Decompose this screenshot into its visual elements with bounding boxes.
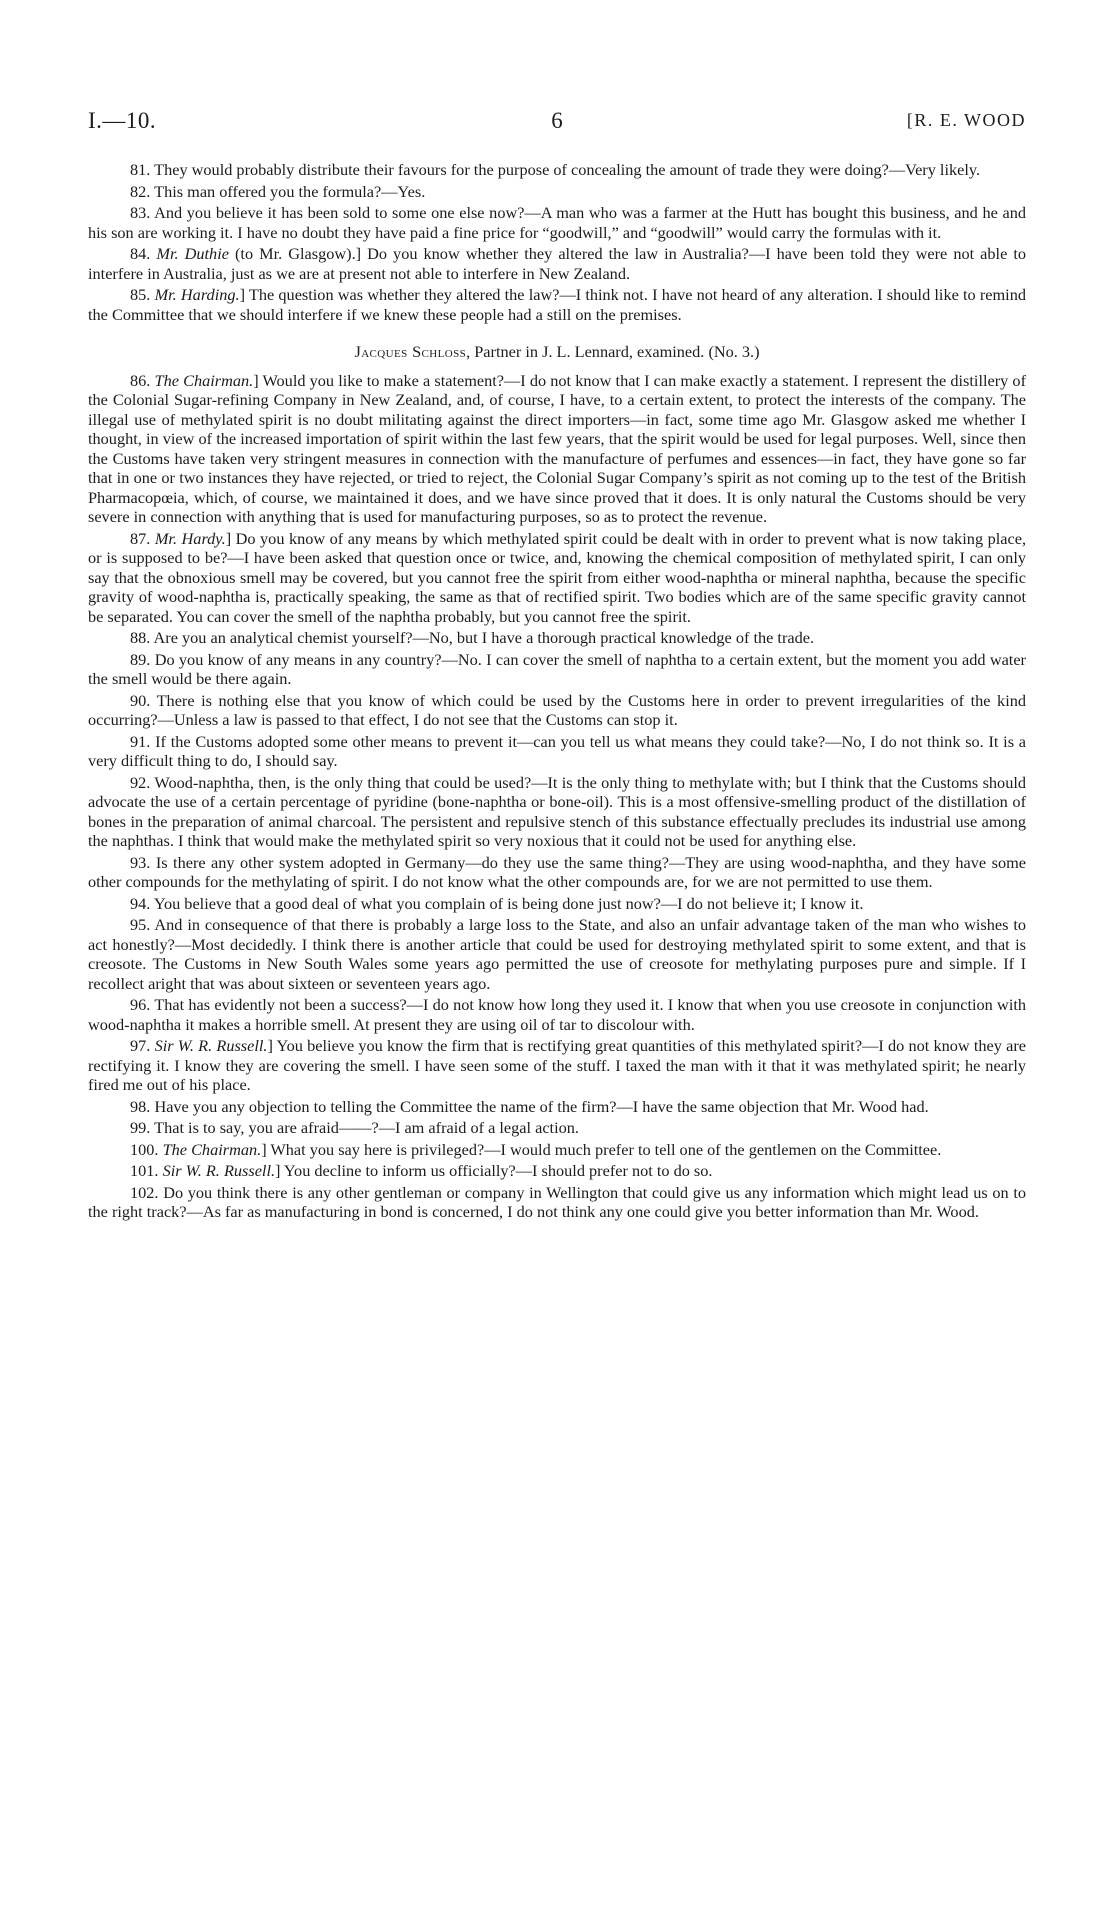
evidence-paragraph [88,995,1026,1034]
question-number: 92. [130,772,151,792]
question-number: 99. [130,1118,151,1137]
witness-name: Jacques Schloss [354,342,467,361]
question-answer-text: You believe that a good deal of what you complain of is being done just now?—I do not believe it; I know it. [153,893,864,913]
evidence-text [88,160,1026,1224]
evidence-paragraph [88,1183,1026,1222]
question-answer-text: ] You believe you know the firm that is rectifying great quantities of this methylated spirit?—I do not know they are rectifying it. I know they are covering the smell. I have seen some of the stuff. I taxed the man with it that it was methylated spirit; he nearly fired me out of his place. [88,1036,1027,1094]
document-reference: I.—10. [88,108,157,133]
speaker-name: Mr. Harding. [154,285,240,304]
speaker-name: The Chairman. [154,370,254,390]
question-answer-text: ] You decline to inform us officially?—I should prefer not to do so. [275,1161,713,1180]
speaker-name: The Chairman. [162,1139,262,1159]
question-number: 97. [130,1036,151,1055]
evidence-paragraph [88,244,1026,283]
question-answer-text: Do you know of any means in any country?—No. I can cover the smell of naphtha to a certain extent, but the moment you add water the smell would be there again. [88,649,1026,688]
question-answer-text: That is to say, you are afraid——?—I am afraid of a legal action. [154,1118,579,1137]
page-number: 6 [551,108,563,133]
evidence-paragraph [88,1036,1026,1095]
evidence-paragraph [88,529,1026,627]
question-answer-text: ] Would you like to make a statement?—I do not know that I can make exactly a statement. I represent the distillery of the Colonial Sugar-refining Company in New Zealand, and, of course, I have, to a certain extent, to protect the interests of the company. The illegal use of methylated spirit is no doubt militating against the direct importers—in fact, some time ago Mr. Glasgow asked me whether I thought, in view of the increased importation of spirit within the last few years, that the spirit would be used for legal purposes. Well, since then the Customs have taken very stringent measures in connection with the manufacture of perfumes and essences—in fact, they have gone so far that in one or two instances they have rejected, or tried to reject, the Colonial Sugar Company’s spirit as not coming up to the test of the British Pharmacopœia, which, of course, we maintained it does, and we have since proved that it does. It is only natural the Customs should be very severe in connection with anything that is used for manufacturing purposes, so as to protect the revenue. [88,370,1026,526]
question-answer-text: And in consequence of that there is probably a large loss to the State, and also an unfair advantage taken of the man who wishes to act honestly?—Most decidedly. I think there is another article that could be used for destroying methylated spirit to some extent, and that is creosote. The Customs in New South Wales some years ago permitted the use of creosote for methylating purposes pure and simple. If I recollect aright that was about sixteen or seventeen years ago. [88,915,1026,993]
question-answer-text: Have you any objection to telling the Committee the name of the firm?—I have the same objection that Mr. Wood had. [154,1096,929,1116]
question-answer-text: That has evidently not been a success?—I do not know how long they used it. I know that when you use creosote in conjunction with wood-naphtha it makes a horrible smell. At present they are using oil of tar to discolour with. [88,995,1027,1034]
question-answer-text: If the Customs adopted some other means to prevent it—can you tell us what means they could take?—No, I do not think so. It is a very difficult thing to do, I should say. [88,731,1026,770]
evidence-paragraph [88,773,1026,851]
question-number: 89. [130,649,151,669]
question-number: 83. [130,203,151,222]
evidence-paragraph [88,1140,1026,1160]
evidence-paragraph [88,160,1026,180]
question-answer-text: ] What you say here is privileged?—I would much prefer to tell one of the gentlemen on the Committee. [261,1139,942,1159]
question-answer-text: Wood-naphtha, then, is the only thing that could be used?—It is the only thing to methylate with; but I think that the Customs should advocate the use of a certain percentage of pyridine (bone-naphtha or bone-oil). This is a most offensive-smelling product of the distillation of bones in the preparation of animal charcoal. The persistent and repulsive stench of this substance effectually precludes its industrial use among the naphthas. I think that would make the methylated spirit so very noxious that it could not be used for anything else. [88,772,1027,850]
question-answer-text: Are you an analytical chemist yourself?—No, but I have a thorough practical knowledge of the trade. [153,628,815,647]
evidence-paragraph [88,894,1026,914]
question-number: 84. [130,244,151,263]
evidence-paragraph [88,853,1026,892]
evidence-paragraph [88,628,1026,648]
evidence-paragraphs-schloss [88,371,1026,1222]
question-answer-text: (to Mr. Glasgow).] Do you know whether they altered the law in Australia?—I have been told they were not able to interfere in Australia, just as we are at present not able to interfere in New Zealand. [88,244,1027,283]
question-number: 102. [130,1182,159,1202]
evidence-paragraph [88,691,1026,730]
question-number: 85. [130,285,151,304]
evidence-paragraphs-wood [88,160,1026,324]
speaker-name: Sir W. R. Russell. [162,1161,276,1180]
evidence-paragraph [88,182,1026,202]
evidence-paragraph [88,1118,1026,1138]
speaker-name: Sir W. R. Russell. [154,1036,268,1055]
question-answer-text: They would probably distribute their favours for the purpose of concealing the amount of trade they were doing?—Very likely. [154,160,981,179]
evidence-paragraph [88,915,1026,993]
question-number: 82. [130,181,151,201]
speaker-name: Mr. Duthie [156,244,229,263]
question-answer-text: And you believe it has been sold to some one else now?—A man who was a farmer at the Hutt has bought this business, and he and his son are working it. I have no doubt they have paid a fine price for “goodwill,” and “goodwill” would carry the formulas with it. [88,203,1026,242]
question-answer-text: ] Do you know of any means by which methylated spirit could be dealt with in order to prevent what is now taking place, or is supposed to be?—I have been asked that question once or twice, and, knowing the chemical composition of methylated spirit, I can only say that the obnoxious smell may be covered, but you cannot free the spirit from either wood-naphtha or mineral naphtha, because the specific gravity of wood-naphtha is, practically speaking, the same as that of rectified spirit. Two bodies which are of the same specific gravity cannot be separated. You can cover the smell of the naphtha probably, but you cannot free the spirit. [88,528,1027,626]
question-number: 101. [130,1161,159,1180]
question-number: 86. [130,370,151,390]
question-number: 95. [130,915,151,934]
question-answer-text: This man offered you the formula?—Yes. [154,181,426,201]
question-answer-text: Do you think there is any other gentleman or company in Wellington that could give us any information which might lead us on to the right track?—As far as manufacturing in bond is concerned, I do not think any one could give you better information than Mr. Wood. [88,1182,1027,1221]
question-number: 91. [130,731,151,751]
question-number: 81. [130,160,151,179]
question-number: 98. [130,1096,151,1116]
evidence-paragraph [88,650,1026,689]
question-number: 90. [130,690,151,710]
question-number: 94. [130,893,151,913]
question-number: 93. [130,852,151,872]
evidence-paragraph [88,371,1026,527]
question-number: 87. [130,528,151,548]
evidence-paragraph [88,203,1026,242]
page-header [88,108,1026,138]
witness-description: , Partner in J. L. Lennard, examined. (No. 3.) [466,342,760,361]
witness-running-head: [R. E. WOOD [906,110,1026,130]
question-number: 100. [130,1139,159,1159]
evidence-paragraph [88,732,1026,771]
evidence-paragraph [88,285,1026,324]
question-answer-text: ] The question was whether they altered the law?—I think not. I have not heard of any alteration. I should like to remind the Committee that we should interfere if we knew these people had a still on the premises. [88,285,1026,324]
question-number: 96. [130,995,151,1014]
evidence-paragraph [88,1097,1026,1117]
question-number: 88. [130,628,151,647]
question-answer-text: There is nothing else that you know of which could be used by the Customs here in order to prevent irregularities of the kind occurring?—Unless a law is passed to that effect, I do not see that the Customs can stop it. [88,690,1026,729]
speaker-name: Mr. Hardy. [154,528,226,548]
witness-heading [88,342,1026,362]
question-answer-text: Is there any other system adopted in Germany—do they use the same thing?—They are using wood-naphtha, and they have some other compounds for the methylating of spirit. I do not know what the other compounds are, for we are not permitted to use them. [88,852,1026,891]
evidence-paragraph [88,1161,1026,1181]
